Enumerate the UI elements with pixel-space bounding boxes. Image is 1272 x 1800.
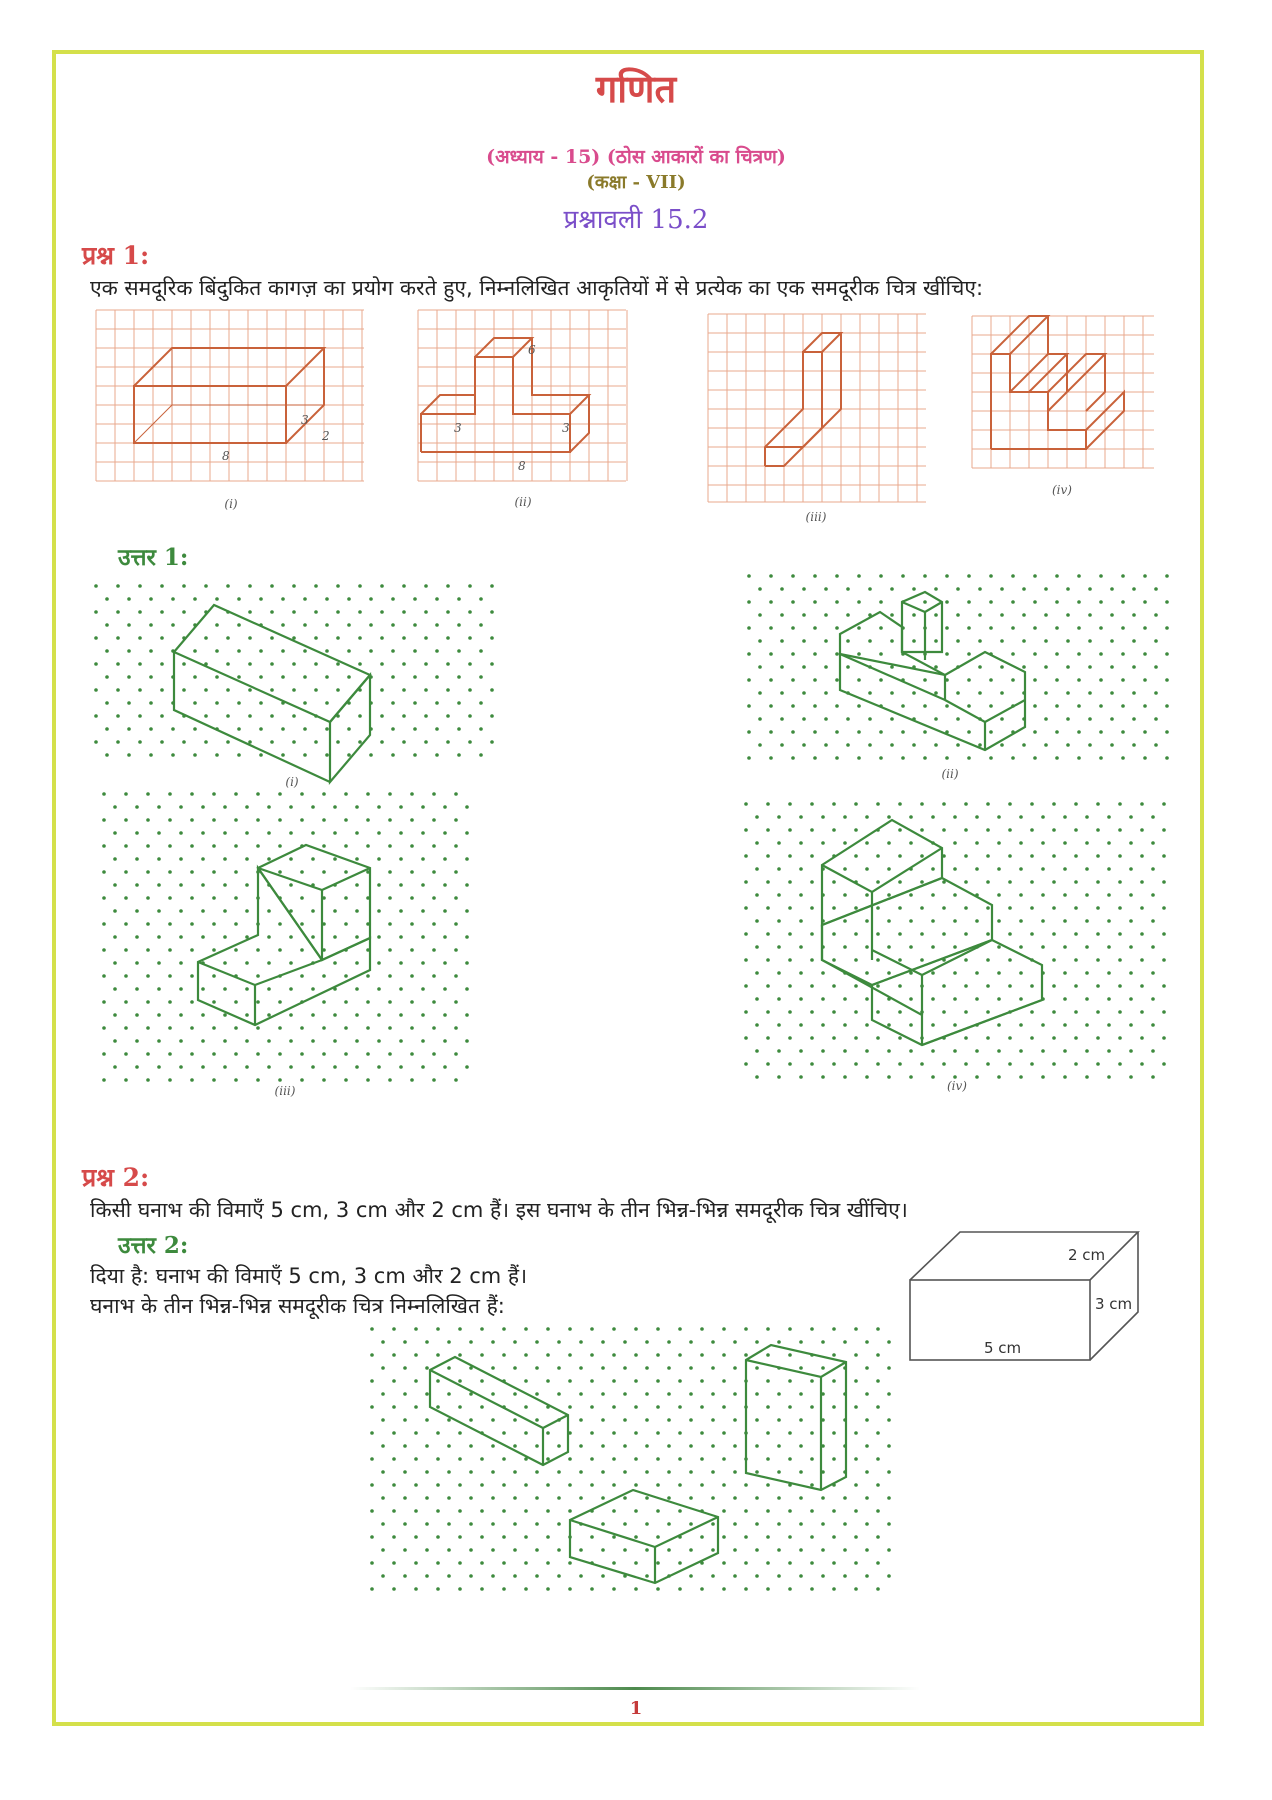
page-number: 1	[629, 1698, 643, 1719]
answer-2-given: दिया है: घनाभ की विमाएँ 5 cm, 3 cm और 2 cm हैं।	[90, 1264, 528, 1288]
answer-2-label: उत्तर 2:	[118, 1232, 189, 1259]
q1-figure-i-label: (i)	[224, 497, 238, 511]
answer-1-label: उत्तर 1:	[118, 544, 189, 571]
answer-2-drawings	[368, 1325, 888, 1610]
cuboid-width-label: 2 cm	[1068, 1246, 1106, 1264]
q1-figure-iii-label: (iii)	[805, 510, 827, 524]
question-1-text: एक समदूरिक बिंदुकित कागज़ का प्रयोग करते हुए, निम्नलिखित आकृतियों में से प्रत्येक का एक समदूरीक चित्र खींचिए:	[90, 276, 984, 300]
q2-cuboid-reference	[908, 1228, 1143, 1363]
question-2-text: किसी घनाभ की विमाएँ 5 cm, 3 cm और 2 cm हैं। इस घनाभ के तीन भिन्न-भिन्न समदूरीक चित्र खींचिए।	[90, 1198, 908, 1222]
answer-1-figure-iv	[742, 800, 1162, 1093]
fig2-dim-right: 3	[562, 421, 570, 435]
question-2-label: प्रश्न 2:	[82, 1163, 150, 1192]
question-1-label: प्रश्न 1:	[82, 241, 150, 270]
q1-figure-iv-label: (iv)	[1052, 483, 1072, 497]
fig1-dim-length: 8	[222, 449, 230, 463]
answer-1-figure-iii	[100, 790, 470, 1098]
fig2-dim-top: 6	[528, 343, 536, 357]
exercise-heading: प्रश्नावली 15.2	[563, 205, 709, 235]
answer-1-figure-i	[92, 582, 492, 789]
answer-1-figure-ii-label: (ii)	[941, 767, 959, 781]
q1-figure-i	[96, 310, 366, 520]
q1-figure-iii	[708, 314, 928, 524]
fig2-dim-base: 8	[518, 459, 526, 473]
answer-1-figure-ii	[745, 572, 1165, 781]
class-heading: (कक्षा - VII)	[586, 172, 686, 193]
page-title: गणित	[595, 66, 677, 111]
footer-divider	[350, 1687, 920, 1690]
fig1-dim-depth: 2	[322, 429, 330, 443]
answer-1-figure-iv-label: (iv)	[947, 1079, 967, 1093]
cuboid-height-label: 3 cm	[1095, 1295, 1133, 1313]
answer-2-statement: घनाभ के तीन भिन्न-भिन्न समदूरीक चित्र निम्नलिखित हैं:	[90, 1294, 505, 1318]
chapter-heading: (अध्याय - 15) (ठोस आकारों का चित्रण)	[486, 146, 786, 168]
q1-figure-ii-label: (ii)	[514, 495, 532, 509]
answer-1-figure-iii-label: (iii)	[274, 1084, 296, 1098]
answer-1-figure-i-label: (i)	[285, 775, 299, 789]
fig1-dim-height: 3	[301, 413, 309, 427]
q1-figure-ii	[418, 310, 628, 520]
q1-figure-iv	[972, 316, 1157, 516]
fig2-dim-left: 3	[454, 421, 462, 435]
cuboid-length-label: 5 cm	[984, 1339, 1022, 1357]
